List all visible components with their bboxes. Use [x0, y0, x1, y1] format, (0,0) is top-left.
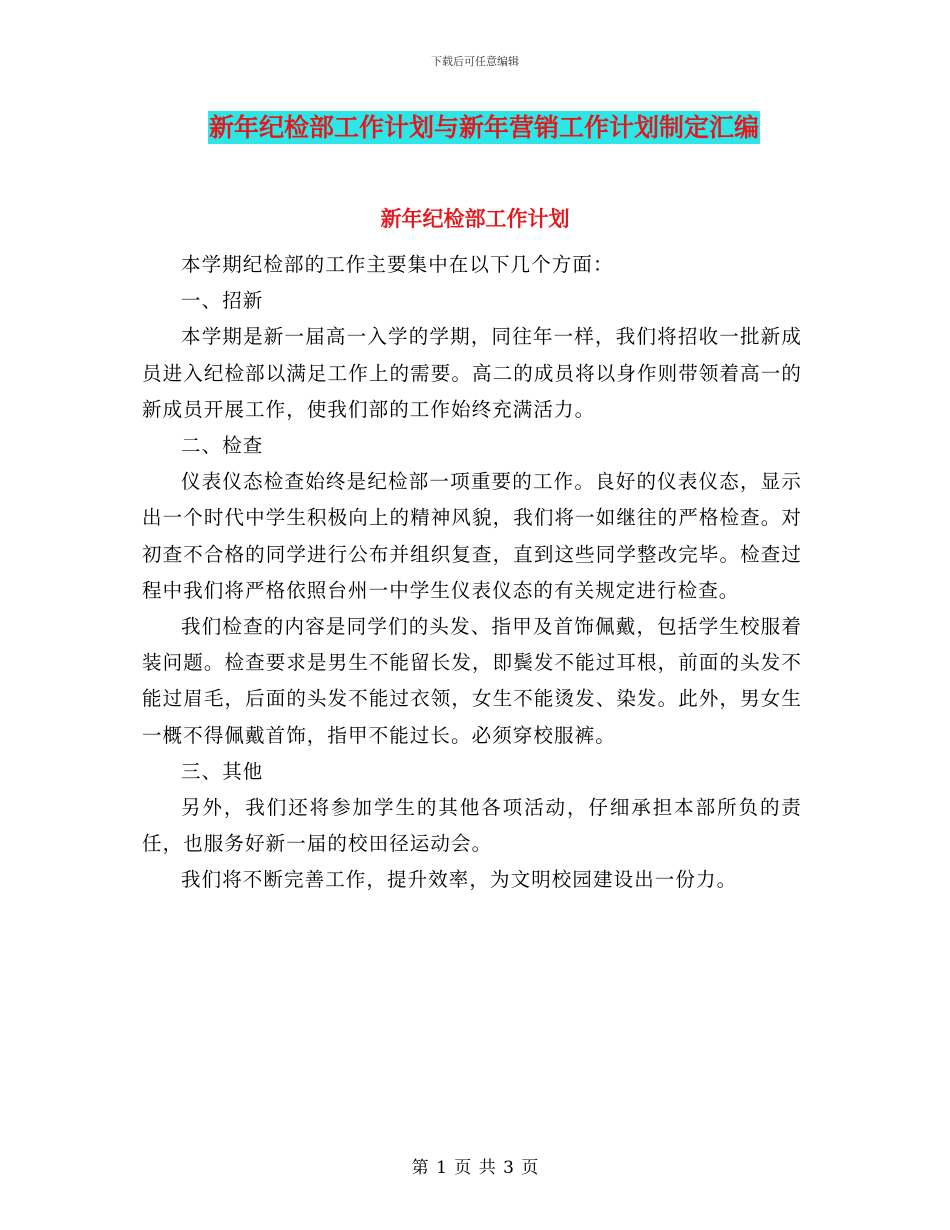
document-title: 新年纪检部工作计划与新年营销工作计划制定汇编	[209, 113, 760, 142]
section-title: 新年纪检部工作计划	[380, 207, 570, 231]
document-body	[142, 247, 802, 899]
paragraph-intro: 本学期纪检部的工作主要集中在以下几个方面：	[181, 253, 614, 276]
paragraph-closing: 我们将不断完善工作，提升效率，为文明校园建设出一份力。	[181, 868, 738, 892]
heading-inspection: 二、检查	[181, 434, 264, 458]
paragraph-recruitment: 本学期是新一届高一入学的学期，同往年一样，我们将招收一批新成员进入纪检部以满足工作上的需要。高二的成员将以身作则带领着高一的新成员开展工作，使我们部的工作始终充满活力。	[142, 325, 802, 421]
paragraph-other: 另外，我们还将参加学生的其他各项活动，仔细承担本部所负的责任，也服务好新一届的校田径运动会。	[142, 796, 802, 856]
paragraph-inspection-details: 我们检查的内容是同学们的头发、指甲及首饰佩戴，包括学生校服着装问题。检查要求是男生不能留长发，即鬓发不能过耳根，前面的头发不能过眉毛，后面的头发不能过衣领，女生不能烫发、染发。此外，男女生一概不得佩戴首饰，指甲不能过长。必须穿校服裤。	[142, 615, 802, 747]
paragraph-inspection: 仪表仪态检查始终是纪检部一项重要的工作。良好的仪表仪态，显示出一个时代中学生积极向上的精神风貌，我们将一如继往的严格检查。对初查不合格的同学进行公布并组织复查，直到这些同学整改完毕。检查过程中我们将严格依照台州一中学生仪表仪态的有关规定进行检查。	[142, 470, 802, 602]
header-note: 下载后可任意编辑	[431, 55, 519, 68]
heading-other: 三、其他	[181, 759, 264, 783]
heading-recruitment: 一、招新	[181, 289, 264, 313]
page-number: 第 1 页 共 3 页	[411, 1158, 539, 1178]
